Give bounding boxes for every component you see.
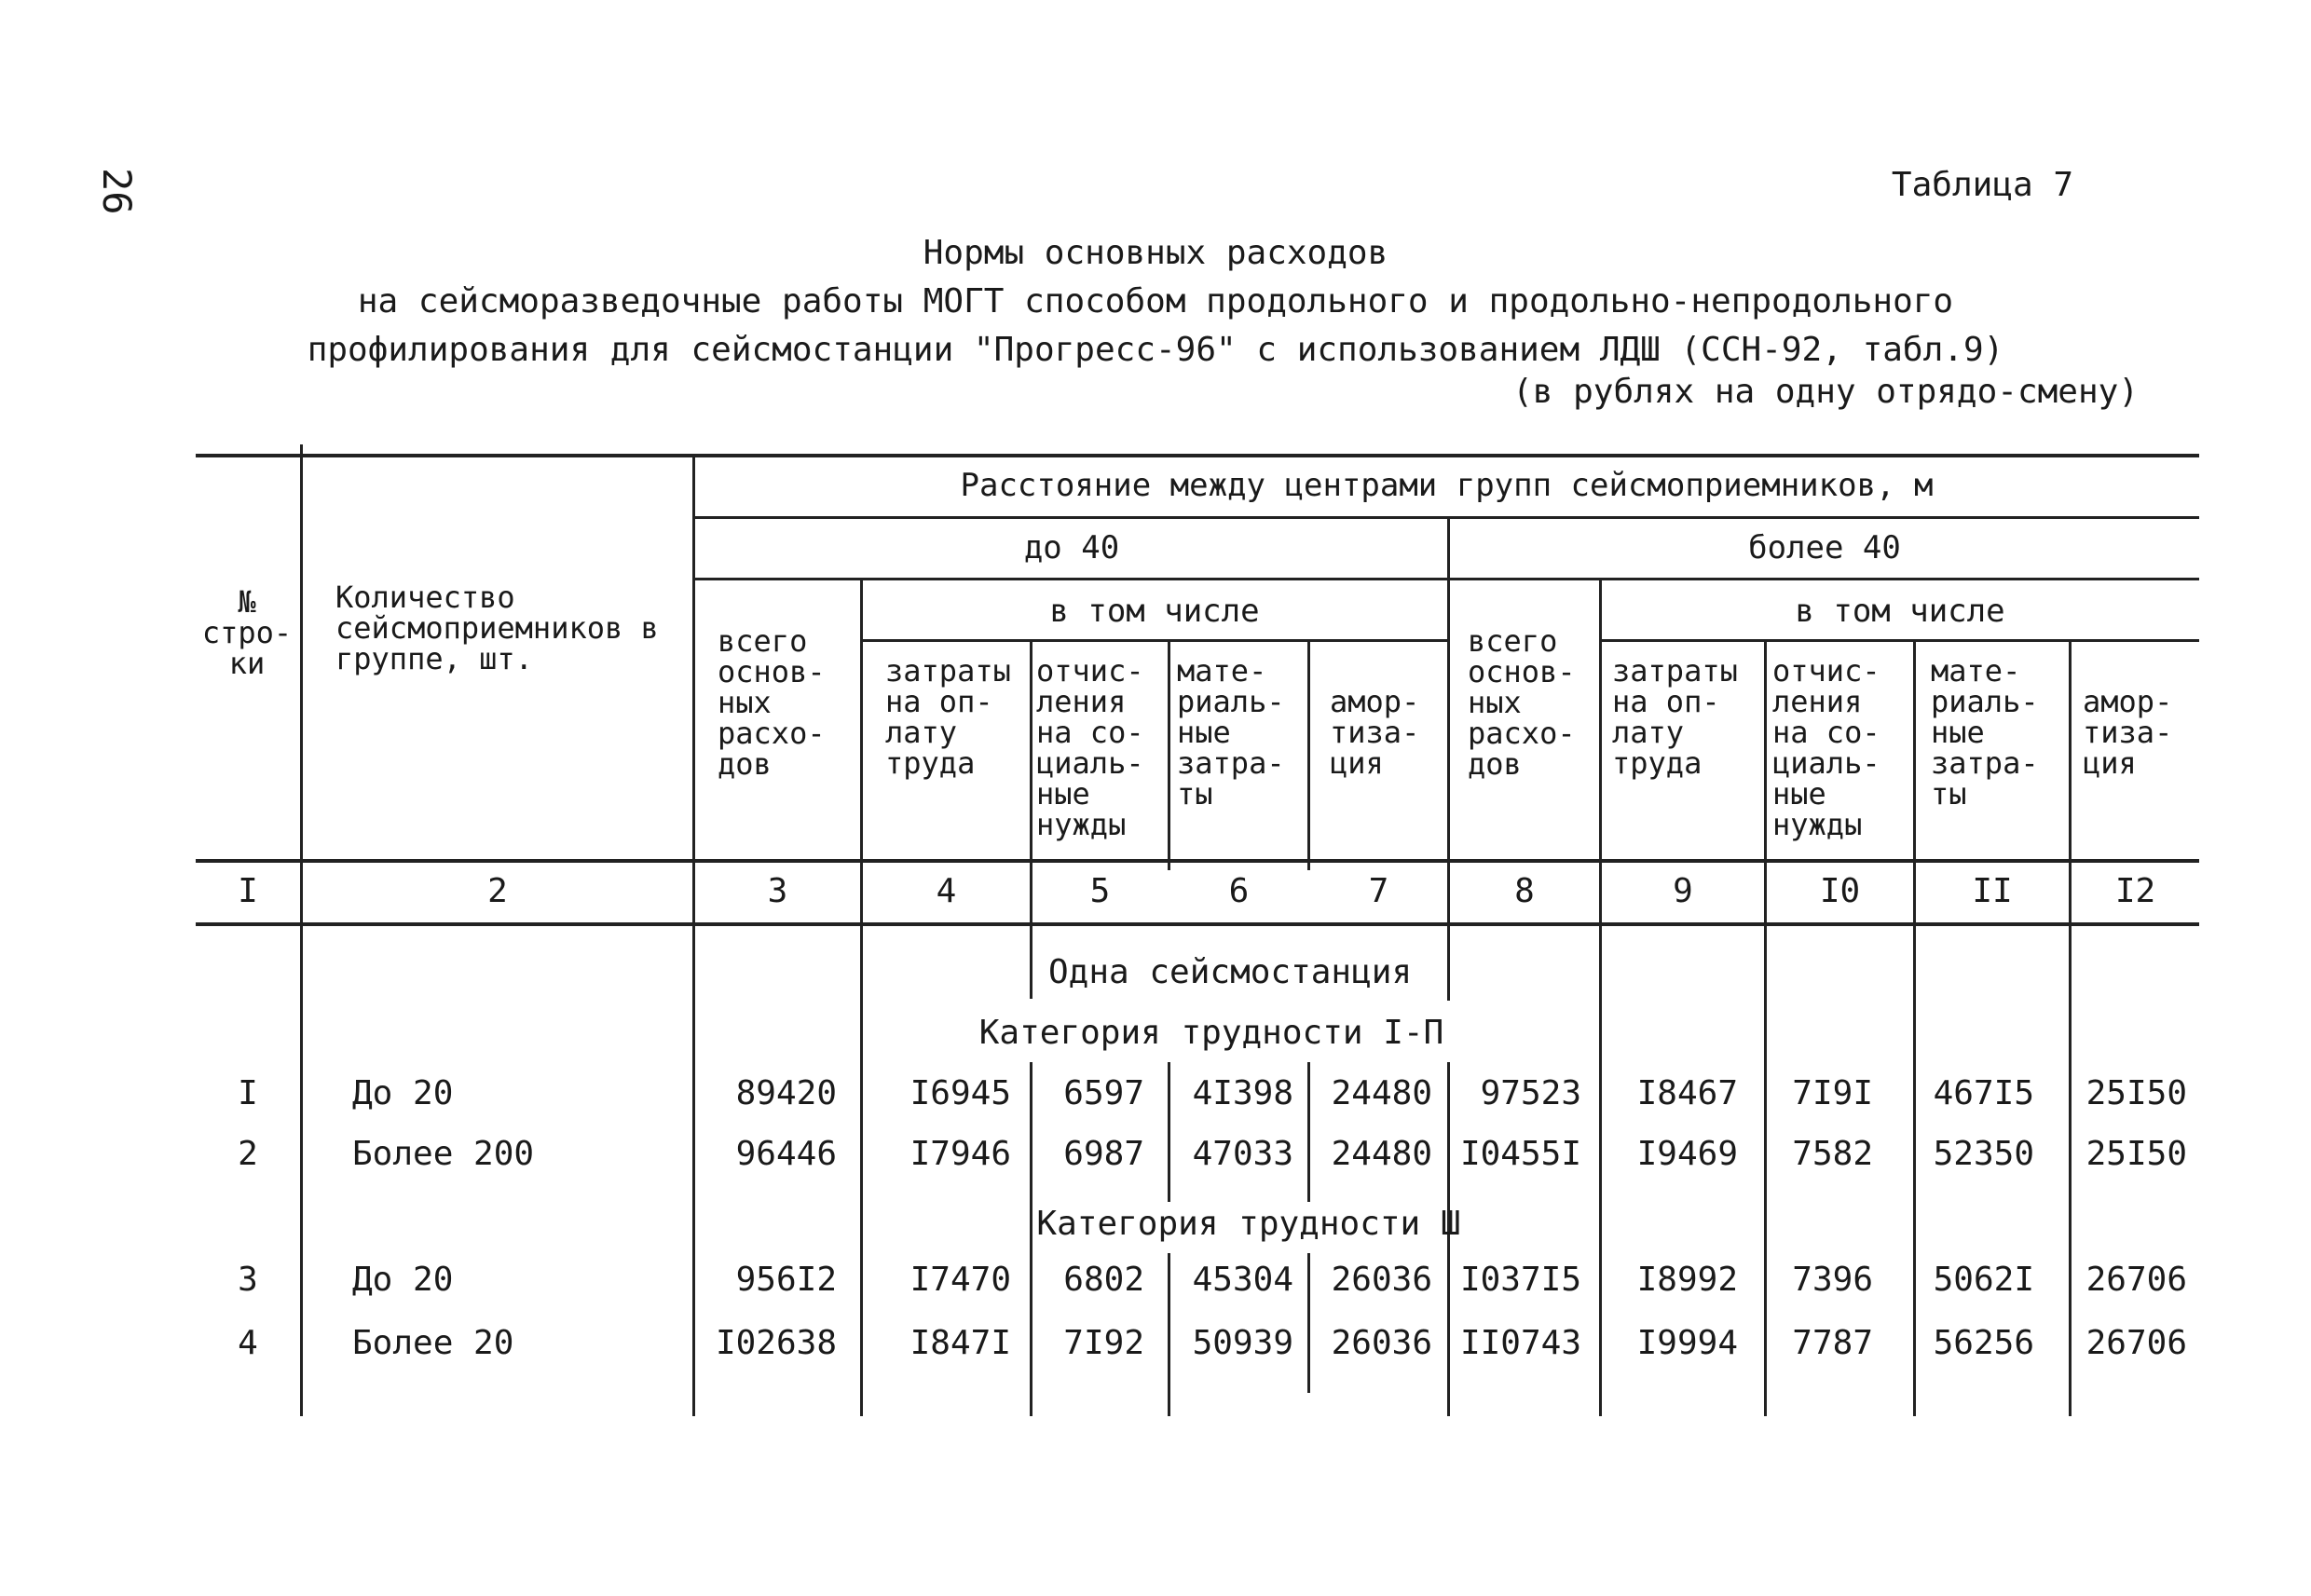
row-value: 24480: [1331, 1135, 1432, 1173]
header-over40: более 40: [1748, 529, 1901, 566]
vrule-9: [1764, 639, 1767, 1416]
row-count: До 20: [352, 1261, 454, 1299]
colnum-6: 6: [1228, 872, 1250, 910]
vrule-11: [2069, 639, 2072, 1416]
row-value: 6987: [1063, 1135, 1144, 1173]
row-value: I9469: [1636, 1135, 1738, 1173]
colnum-1: I: [238, 872, 258, 910]
row-value: 6802: [1063, 1261, 1144, 1299]
rule-top: [196, 454, 2199, 457]
vrule-10: [1913, 639, 1916, 1416]
page-number: 26: [94, 168, 140, 215]
category-1-label: Категория трудности I-П: [978, 1014, 1444, 1052]
rule-header-bottom: [196, 859, 2199, 863]
header-social-1: отчис- ления на со- циаль- ные нужды: [1036, 653, 1144, 842]
row-value: 24480: [1331, 1074, 1432, 1112]
colnum-9: 9: [1673, 872, 1693, 910]
row-value: 7582: [1792, 1135, 1873, 1173]
row-value: I7470: [909, 1261, 1011, 1299]
row-value: 7I9I: [1792, 1074, 1873, 1112]
row-value: 467I5: [1933, 1074, 2034, 1112]
colnum-7: 7: [1368, 872, 1389, 910]
row-value: 96446: [735, 1135, 837, 1173]
colnum-8: 8: [1514, 872, 1535, 910]
row-value: 25I50: [2085, 1074, 2187, 1112]
rule-colnums-bottom: [196, 922, 2199, 926]
header-incl-2: в том числе: [1795, 593, 2005, 630]
row-value: 6597: [1063, 1074, 1144, 1112]
row-value: 26706: [2085, 1324, 2187, 1362]
title-line-3: профилирования для сейсмостанции "Прогресс-96" с использованием ЛДШ (ССН-92, табл.9): [307, 331, 2004, 369]
row-value: I6945: [909, 1074, 1011, 1112]
colnum-10: I0: [1819, 872, 1861, 910]
colnum-11: II: [1972, 872, 2013, 910]
colnum-3: 3: [767, 872, 788, 910]
table-label: Таблица 7: [1891, 166, 2073, 204]
vrule-5: [1168, 639, 1170, 870]
title-line-1: Нормы основных расходов: [923, 234, 1388, 272]
section-title: Одна сейсмостанция: [1048, 953, 1413, 991]
category-2-label: Категория трудности Ш: [1036, 1205, 1461, 1243]
row-value: 956I2: [735, 1261, 837, 1299]
row-value: I0455I: [1459, 1135, 1581, 1173]
row-value: 56256: [1933, 1324, 2034, 1362]
vrule-4: [1030, 639, 1032, 999]
row-value: 45304: [1192, 1261, 1293, 1299]
row-value: I8467: [1636, 1074, 1738, 1112]
row-value: I847I: [909, 1324, 1011, 1362]
row-value: 4I398: [1192, 1074, 1293, 1112]
header-incl-1: в том числе: [1049, 593, 1260, 630]
row-value: I7946: [909, 1135, 1011, 1173]
header-row-no: № стро- ки: [201, 584, 293, 681]
colnum-2: 2: [487, 872, 508, 910]
row-value: 26706: [2085, 1261, 2187, 1299]
row-value: 50939: [1192, 1324, 1293, 1362]
rule-incl-2: [1601, 639, 2199, 642]
vrule-1: [300, 444, 303, 1416]
row-value: I8992: [1636, 1261, 1738, 1299]
header-total-2: всего основ- ных расхо- дов: [1468, 623, 1576, 782]
row-value: 25I50: [2085, 1135, 2187, 1173]
header-upto40: до 40: [1023, 529, 1120, 566]
row-value: 7396: [1792, 1261, 1873, 1299]
units-note: (в рублях на одну отрядо-смену): [1512, 373, 2139, 411]
row-count: До 20: [352, 1074, 454, 1112]
header-labor-1: затраты на оп- лату труда: [885, 653, 1011, 781]
row-value: 97523: [1480, 1074, 1581, 1112]
header-material-1: мате- риаль- ные затра- ты: [1177, 653, 1285, 812]
row-value: I9994: [1636, 1324, 1738, 1362]
header-social-2: отчис- ления на со- циаль- ные нужды: [1772, 653, 1880, 842]
row-value: 26036: [1331, 1261, 1432, 1299]
colnum-12: I2: [2114, 872, 2156, 910]
header-amort-2: амор- тиза- ция: [2083, 684, 2173, 781]
rule-incl: [862, 639, 1449, 642]
row-value: II0743: [1459, 1324, 1581, 1362]
row-count: Более 200: [352, 1135, 535, 1173]
header-amort-1: амор- тиза- ция: [1330, 684, 1420, 781]
row-value: 89420: [735, 1074, 837, 1112]
row-number: I: [238, 1074, 258, 1112]
row-value: 52350: [1933, 1135, 2034, 1173]
row-value: 5062I: [1933, 1261, 2034, 1299]
row-value: I037I5: [1459, 1261, 1581, 1299]
row-value: 7787: [1792, 1324, 1873, 1362]
row-value: 26036: [1331, 1324, 1432, 1362]
header-count: Количество сейсмоприемников в группе, шт.: [335, 580, 659, 676]
header-material-2: мате- риаль- ные затра- ты: [1931, 653, 2039, 812]
vrule-7: [1447, 516, 1450, 1001]
row-number: 3: [238, 1261, 258, 1299]
header-distance: Расстояние между центрами групп сейсмоприемников, м: [960, 467, 1934, 504]
title-line-2: на сейсморазведочные работы МОГТ способом продольного и продольно-непродольного: [357, 282, 1954, 321]
row-number: 4: [238, 1324, 258, 1362]
vrule-6: [1307, 639, 1310, 870]
row-value: 7I92: [1063, 1324, 1144, 1362]
row-value: I02638: [715, 1324, 837, 1362]
colnum-4: 4: [936, 872, 957, 910]
colnum-5: 5: [1089, 872, 1111, 910]
header-labor-2: затраты на оп- лату труда: [1612, 653, 1738, 781]
row-count: Более 20: [352, 1324, 514, 1362]
row-number: 2: [238, 1135, 258, 1173]
row-value: 47033: [1192, 1135, 1293, 1173]
header-total-1: всего основ- ных расхо- дов: [718, 623, 826, 782]
